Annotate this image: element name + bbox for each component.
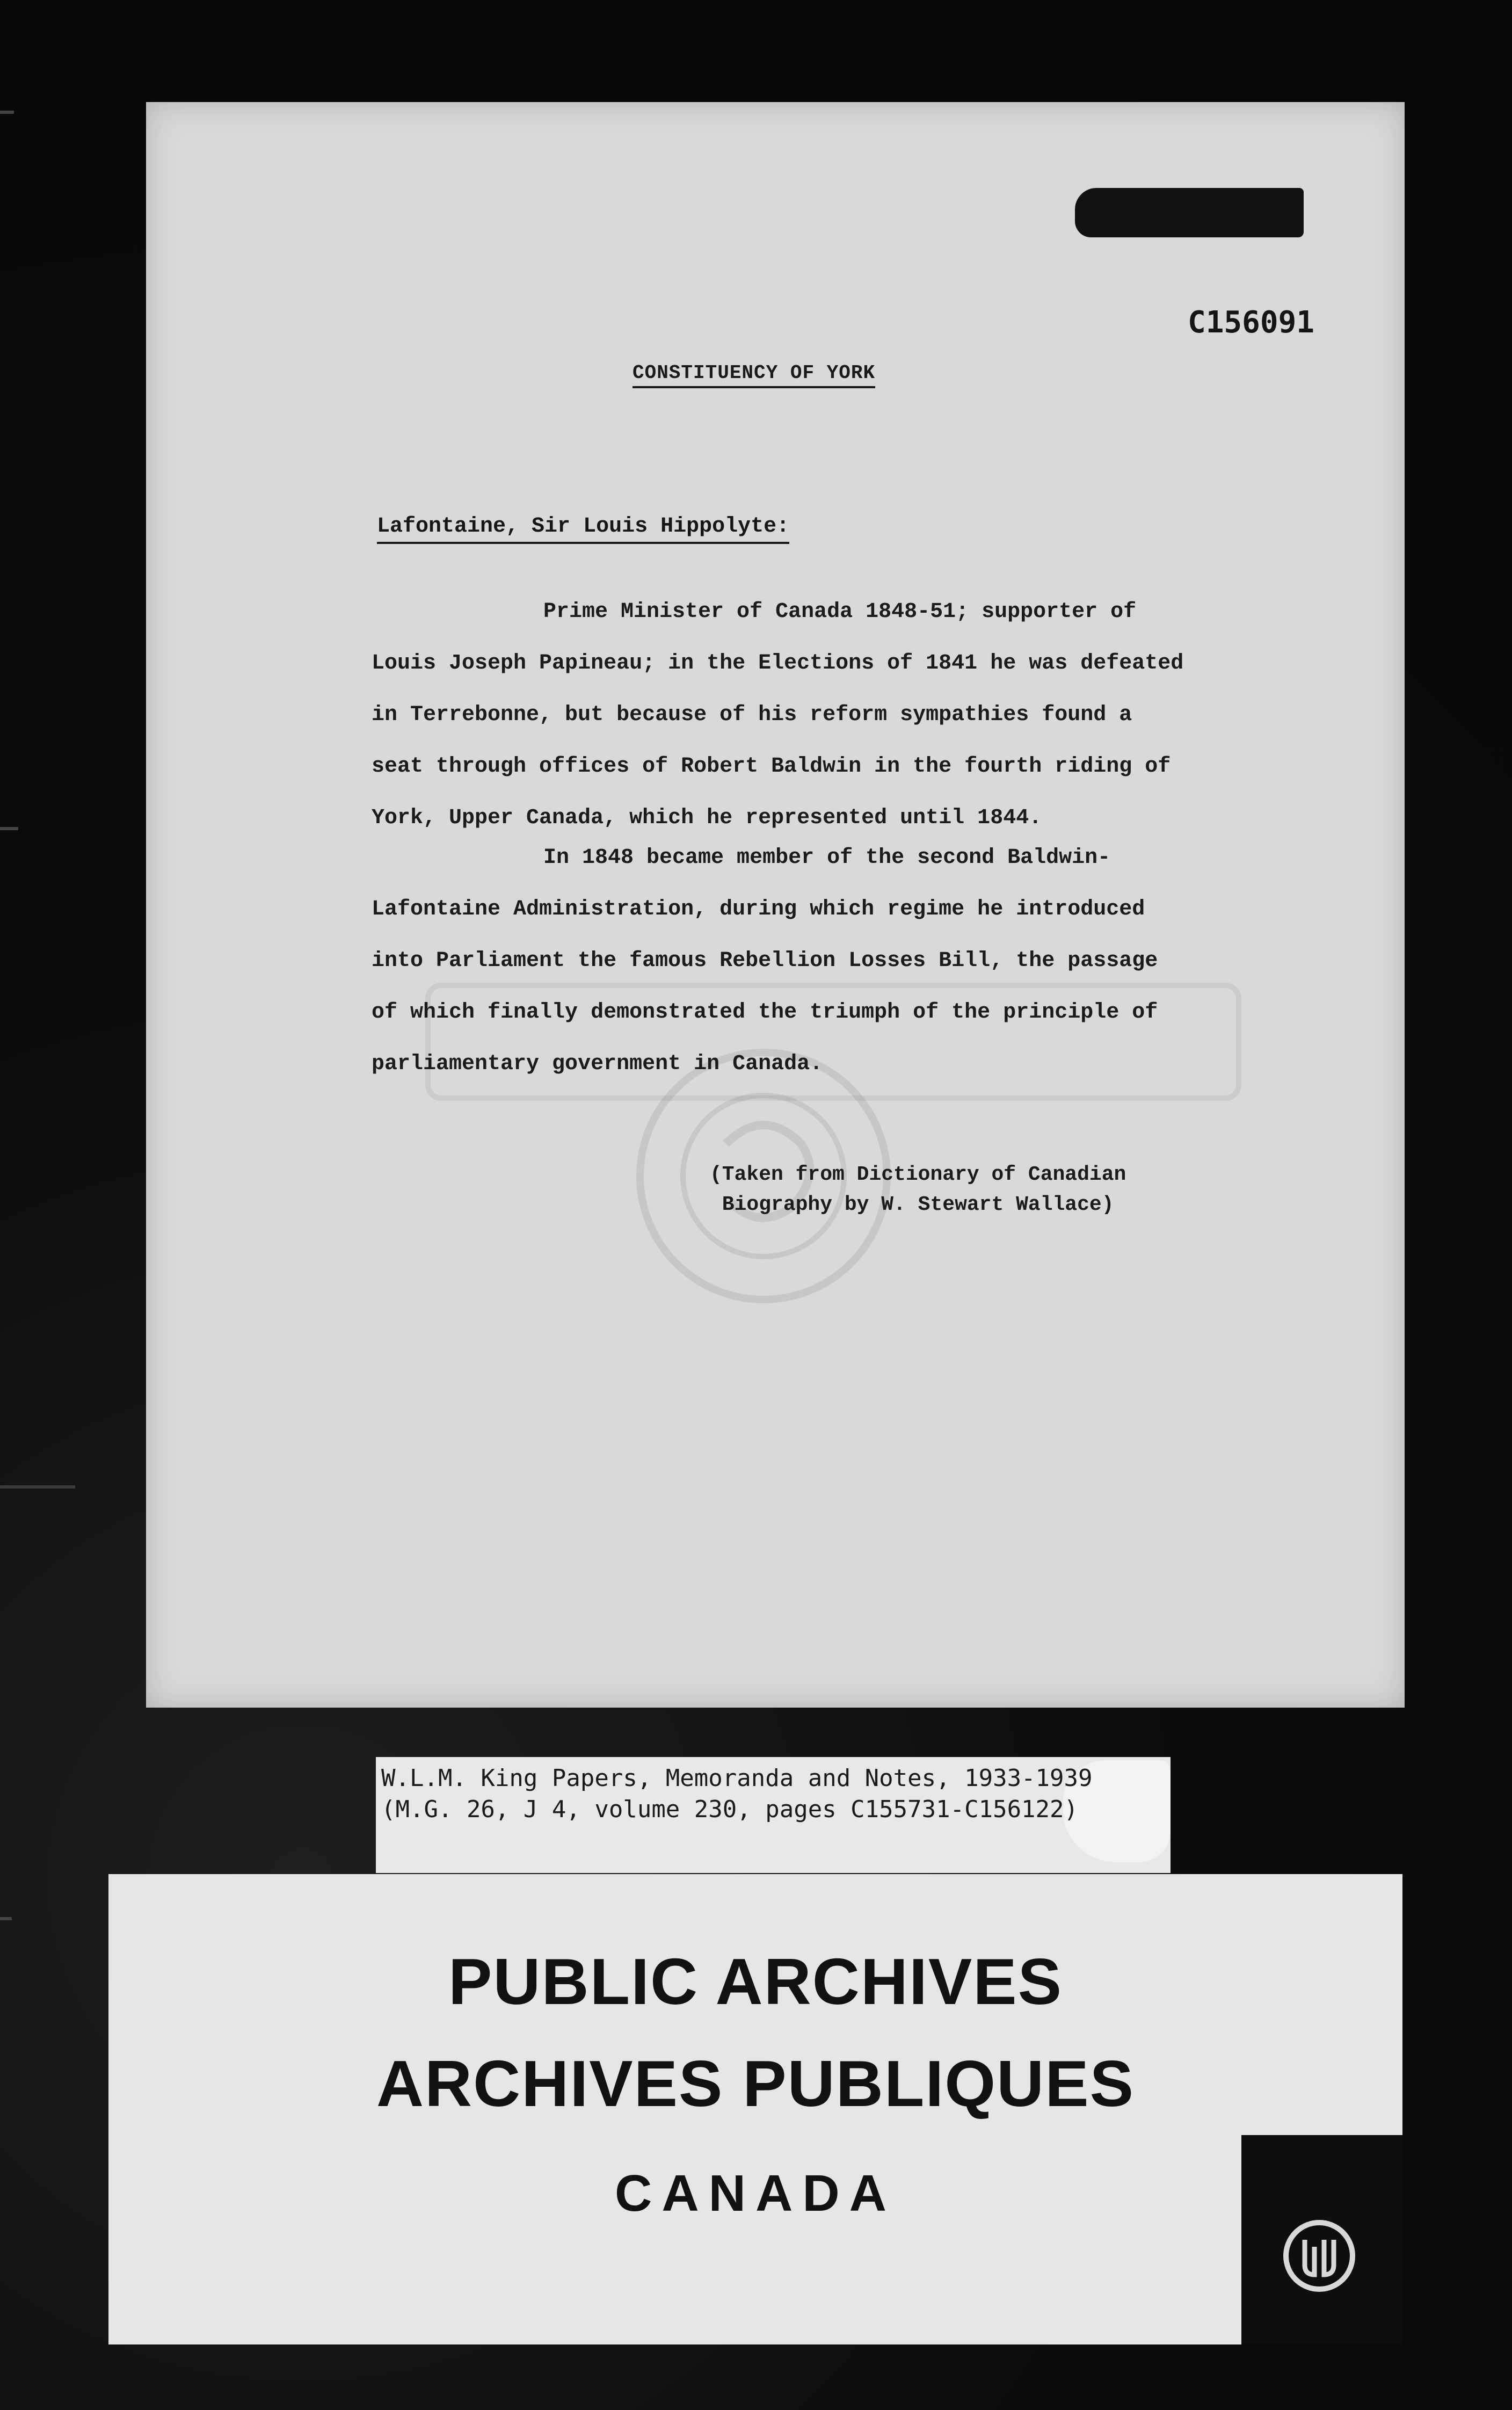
paragraph-line: into Parliament the famous Rebellion Losses Bill, the passage <box>372 949 1158 973</box>
archives-emblem-icon <box>1279 2216 1360 2296</box>
subject-heading: Lafontaine, Sir Louis Hippolyte: <box>377 514 789 544</box>
source-citation <box>710 1160 1126 1220</box>
document-number: C156091 <box>1188 305 1315 340</box>
paragraph-line: Prime Minister of Canada 1848-51; supporter of <box>543 600 1137 624</box>
redaction-bar <box>1075 188 1304 237</box>
paragraph-line: Lafontaine Administration, during which regime he introduced <box>372 897 1145 921</box>
document-title: CONSTITUENCY OF YORK <box>633 362 875 388</box>
biography-paragraph-1 <box>372 586 1392 844</box>
archives-label-line-1: PUBLIC ARCHIVES <box>448 1945 1063 2018</box>
archives-label-line-3: CANADA <box>615 2165 896 2222</box>
citation-line: Biography by W. Stewart Wallace) <box>710 1193 1114 1216</box>
archives-logo-box <box>1241 2135 1402 2344</box>
paragraph-line: seat through offices of Robert Baldwin in the fourth riding of <box>372 754 1171 779</box>
reference-slip <box>376 1757 1171 1873</box>
paragraph-line: of which finally demonstrated the triumph of the principle of <box>372 1000 1158 1025</box>
reference-line-2: (M.G. 26, J 4, volume 230, pages C155731-C156122) <box>381 1796 1079 1823</box>
typed-document-page <box>146 102 1405 1708</box>
film-edge-marks <box>0 0 21 2410</box>
paragraph-line: York, Upper Canada, which he represented until 1844. <box>372 806 1042 830</box>
citation-line: (Taken from Dictionary of Canadian <box>710 1163 1126 1186</box>
paragraph-line: In 1848 became member of the second Baldwin- <box>543 846 1111 870</box>
archives-label-line-2: ARCHIVES PUBLIQUES <box>376 2047 1135 2120</box>
paragraph-line: Louis Joseph Papineau; in the Elections of 1841 he was defeated <box>372 651 1184 676</box>
paragraph-line: in Terrebonne, but because of his reform sympathies found a <box>372 703 1132 727</box>
paragraph-line: parliamentary government in Canada. <box>372 1052 823 1076</box>
reference-line-1: W.L.M. King Papers, Memoranda and Notes, 1933-1939 <box>381 1765 1093 1792</box>
biography-paragraph-2 <box>372 832 1392 1090</box>
archives-label-card <box>108 1874 1402 2344</box>
